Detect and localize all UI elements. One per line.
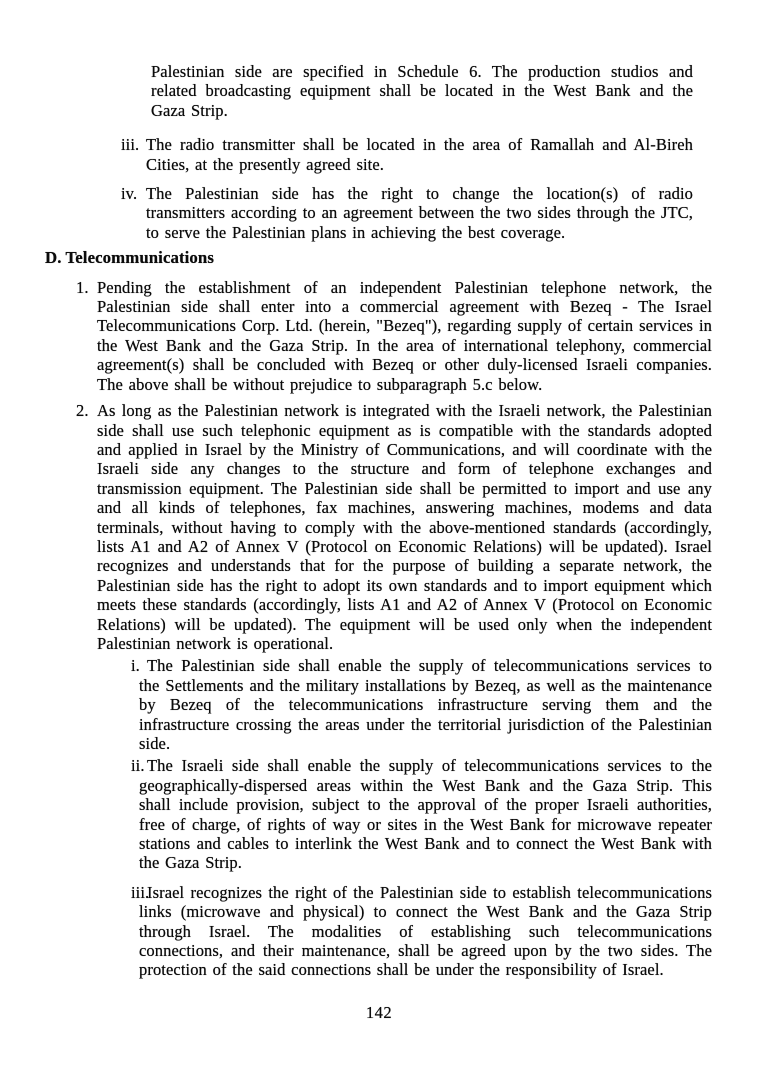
list-item-text: The Palestinian side has the right to change the location(s) of radio transmitters according to an agreement between the two sides through the JTC, to serve the Palestinian plans in achieving the best coverage. [146,184,693,242]
list-item-text: The Palestinian side shall enable the supply of telecommunications services to the Settlements and the military installations by Bezeq, as well as the maintenance by Bezeq of the telecommunications infrastructure serving them and the infrastructure crossing the areas under the territorial jurisdiction of the Palestinian side. [139,656,712,753]
list-item-text: Israel recognizes the right of the Palestinian side to establish telecommunications links (microwave and physical) to connect the West Bank and the Gaza Strip through Israel. The modalities of establishing such telecommunications connections, and their maintenance, shall be agreed upon by the two sides. The protection of the said connections shall be under the responsibility of Israel. [139,882,712,980]
list-marker-sub-i: i. [131,656,140,676]
list-marker-sub-ii: ii. [131,756,145,776]
page-number: 142 [365,1002,393,1022]
list-item-text: As long as the Palestinian network is integrated with the Israeli network, the Palestinian side shall use such telephonic equipment as is compatible with the standards adopted and applied in Israel by the Ministry of Communications, and will coordinate with the Israeli side any changes to the structure and form of telephone exchanges and transmission equipment. The Palestinian side shall be permitted to import and use any and all kinds of telephones, fax machines, answering machines, modems and data terminals, without having to comply with the above-mentioned standards (accordingly, lists A1 and A2 of Annex V (Protocol on Economic Relations) will be updated). Israel recognizes and understands that for the purpose of building a separate network, the Palestinian side has the right to adopt its own standards and to import equipment which meets these standards (accordingly, lists A1 and A2 of Annex V (Protocol on Economic Relations) will be updated). The equipment will be used only when the independent Palestinian network is operational. [97,401,712,653]
list-item-text: Pending the establishment of an independent Palestinian telephone network, the Palestinian side shall enter into a commercial agreement with Bezeq - The Israel Telecommunications Corp. Ltd. (herein, "Bezeq"), regarding supply of certain services in the West Bank and the Gaza Strip. In the area of international telephony, commercial agreement(s) shall be concluded with Bezeq or other duly-licensed Israeli companies. The above shall be without prejudice to subparagraph 5.c below. [97,277,712,394]
list-item-telecom-sub-iii [123,883,712,980]
list-marker-2: 2. [76,401,89,421]
list-item-broadcast-iii [121,135,693,174]
section-heading-telecommunications: D. Telecommunications [45,248,214,268]
list-item-text: The Israeli side shall enable the supply of telecommunications services to the geographically-dispersed areas within the West Bank and the Gaza Strip. This shall include provision, subject to the approval of the proper Israeli authorities, free of charge, of rights of way or sites in the West Bank for microwave repeater stations and cables to interlink the West Bank and to connect the West Bank with the Gaza Strip. [139,756,712,873]
list-marker-iv: iv. [121,184,138,204]
list-item-broadcast-iv [121,184,693,242]
list-item-telecom-sub-ii [123,756,712,872]
list-item-telecom-2 [76,401,712,653]
paragraph-broadcast-continuation: Palestinian side are specified in Schedule 6. The production studios and related broadcasting equipment shall be located in the West Bank and the Gaza Strip. [151,62,693,120]
list-marker-iii: iii. [121,135,140,155]
list-marker-sub-iii: iii. [131,882,150,902]
list-item-telecom-sub-i [123,656,712,753]
list-item-text: The radio transmitter shall be located in the area of Ramallah and Al-Bireh Cities, at the presently agreed site. [146,135,693,174]
list-item-telecom-1 [76,278,712,394]
list-marker-1: 1. [76,277,89,297]
